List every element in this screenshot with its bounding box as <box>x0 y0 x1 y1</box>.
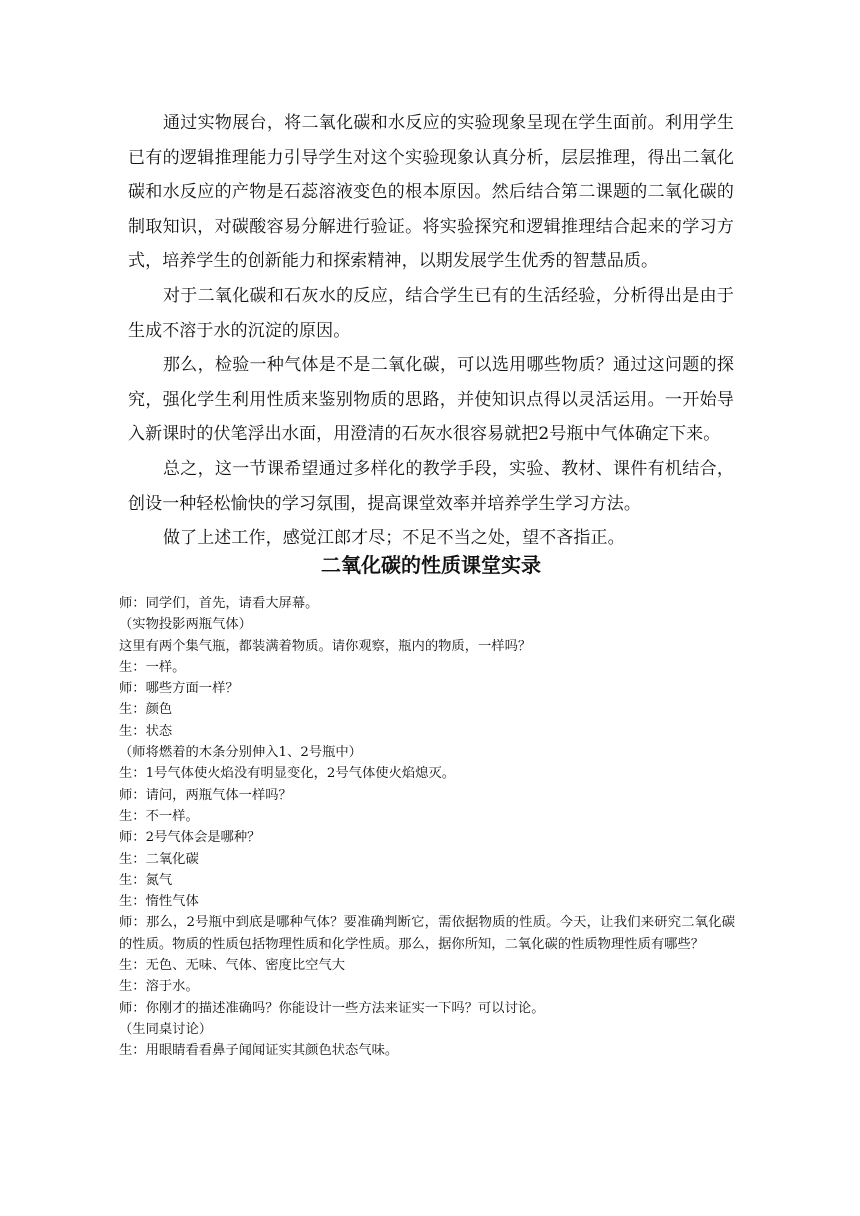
transcript-line: 生：颜色 <box>119 702 173 718</box>
transcript-line: 生：一样。 <box>119 659 186 675</box>
transcript-line: 生：氮气 <box>119 872 173 888</box>
transcript-line: 生：用眼睛看看鼻子闻闻证实其颜色状态气味。 <box>119 1043 399 1059</box>
transcript-line: （实物投影两瓶气体） <box>119 617 252 633</box>
intro-paragraph: 通过实物展台，将二氧化碳和水反应的实验现象呈现在学生面前。利用学生已有的逻辑推理能力引导学生对这个实验现象认真分析，层层推理，得出二氧化碳和水反应的产物是石蕊溶液变色的根本原因。然后结合第二课题的二氧化碳的制取知识，对碳酸容易分解进行验证。将实验探究和逻辑推理结合起来的学习方式，培养学生的创新能力和探索精神，以期发展学生优秀的智慧品质。 <box>128 113 734 272</box>
intro-paragraph: 做了上述工作，感觉江郎才尽；不足不当之处，望不吝指正。 <box>163 528 625 549</box>
section-title: 二氧化碳的性质课堂实录 <box>321 553 541 577</box>
transcript-line: 师：2号气体会是哪种？ <box>119 830 261 846</box>
transcript-line: 师：你刚才的描述准确吗？你能设计一些方法来证实一下吗？可以讨论。 <box>119 1000 545 1016</box>
transcript-line: 师：同学们，首先，请看大屏幕。 <box>119 596 319 611</box>
transcript-line: 生：状态 <box>119 723 173 739</box>
transcript-line: 生：惰性气体 <box>119 894 199 910</box>
transcript-line: 生：1号气体使火焰没有明显变化，2号气体使火焰熄灭。 <box>119 766 456 782</box>
intro-paragraph: 对于二氧化碳和石灰水的反应，结合学生已有的生活经验，分析得出是由于生成不溶于水的沉淀的原因。 <box>128 285 734 341</box>
classroom-transcript <box>119 593 735 1062</box>
transcript-line: 师：请问，两瓶气体一样吗？ <box>119 787 292 803</box>
intro-paragraph: 总之，这一节课希望通过多样化的教学手段，实验、教材、课件有机结合，创设一种轻松愉快的学习氛围，提高课堂效率并培养学生学习方法。 <box>128 458 734 514</box>
transcript-line: 生：不一样。 <box>119 808 199 824</box>
transcript-line: 生：无色、无味、气体、密度比空气大 <box>119 958 346 974</box>
intro-paragraph: 那么，检验一种气体是不是二氧化碳，可以选用哪些物质？通过这问题的探究，强化学生利用性质来鉴别物质的思路，并使知识点得以灵活运用。一开始导入新课时的伏笔浮出水面，用澄清的石灰水很容易就把2号瓶中气体确定下来。 <box>128 355 734 445</box>
transcript-line: 生：溶于水。 <box>119 979 199 995</box>
transcript-line: （生同桌讨论） <box>119 1021 213 1037</box>
transcript-line: 师：哪些方面一样？ <box>119 681 239 697</box>
transcript-line: 这里有两个集气瓶，都装满着物质。请你观察，瓶内的物质，一样吗？ <box>119 638 532 654</box>
intro-section <box>128 106 734 556</box>
transcript-line: 师：那么，2号瓶中到底是哪种气体？要准确判断它，需依据物质的性质。今天，让我们来研究二氧化碳的性质。物质的性质包括物理性质和化学性质。那么，据你所知，二氧化碳的性质物理性质有哪些？ <box>119 915 735 952</box>
transcript-line: 生：二氧化碳 <box>119 851 199 867</box>
transcript-line: （师将燃着的木条分别伸入1、2号瓶中） <box>119 745 362 761</box>
